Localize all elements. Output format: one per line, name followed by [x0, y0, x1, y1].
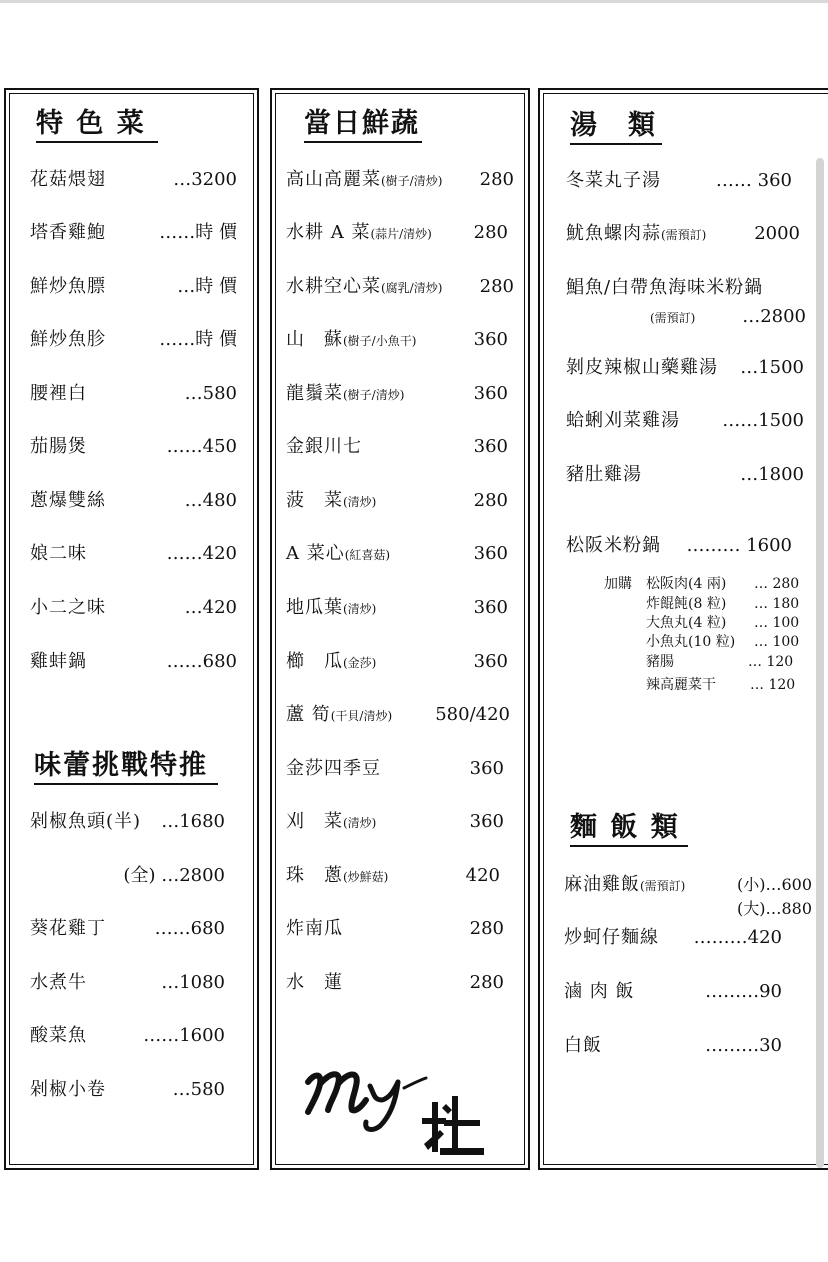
item-price: ………30	[705, 1035, 782, 1056]
addon-name: 辣高麗菜干	[646, 677, 716, 693]
addon-name: 豬腸	[646, 654, 674, 670]
item-price: 360	[473, 597, 508, 618]
item-price: (大)…880	[736, 899, 812, 918]
item-name: 酸菜魚	[30, 1025, 87, 1046]
item-name: 腰裡白	[30, 383, 87, 404]
menu-item	[6, 381, 257, 407]
item-name: 麻油雞飯(需預訂)	[564, 874, 686, 895]
item-price: …1680	[161, 811, 225, 832]
menu-item	[540, 1033, 828, 1059]
addon-price: … 180	[754, 596, 800, 612]
item-name: 雞蚌鍋	[30, 651, 87, 672]
item-name: 白飯	[564, 1035, 602, 1056]
item-price: (小)…600	[736, 875, 812, 894]
addon-name: 松阪肉(4 兩)	[646, 576, 727, 592]
item-price: 280	[469, 972, 504, 993]
section-title-rice: 麵 飯 類	[570, 812, 688, 847]
menu-item	[272, 756, 528, 782]
item-name: 娘二味	[30, 543, 87, 564]
item-price: 360	[473, 383, 508, 404]
item-price: …1500	[740, 357, 804, 378]
item-name: 鮮炒魚胗	[30, 329, 106, 350]
item-price: 360	[473, 543, 508, 564]
item-price: …580	[184, 383, 237, 404]
menu-item	[272, 220, 528, 246]
section-title-challenge: 味蕾挑戰特推	[34, 750, 218, 785]
menu-item	[540, 979, 828, 1005]
item-name: 魷魚螺肉蒜(需預訂)	[566, 223, 707, 244]
menu-item	[6, 1023, 257, 1049]
addon-name: 大魚丸(4 粒)	[646, 615, 727, 631]
item-price: …1800	[740, 464, 804, 485]
item-name: 山 蘇(樹子/小魚干)	[286, 329, 417, 350]
item-note: (需預訂)	[650, 311, 696, 325]
item-price: ……時 價	[159, 329, 237, 350]
item-name: 高山高麗菜(樹子/清炒)	[286, 169, 443, 190]
item-name: 葵花雞丁	[30, 918, 106, 939]
item-name: 金銀川七	[286, 436, 362, 457]
addon-name: 炸餛飩(8 粒)	[646, 596, 727, 612]
item-price: ……… 1600	[686, 535, 792, 556]
item-name: 菠 菜(清炒)	[286, 490, 377, 511]
item-price: …420	[184, 597, 237, 618]
addon-price: … 280	[754, 576, 800, 592]
item-price: ……680	[166, 651, 237, 672]
menu-item	[540, 168, 828, 194]
scrollbar[interactable]	[816, 158, 824, 1168]
section-title-vegetables: 當日鮮蔬	[304, 108, 422, 143]
menu-item	[272, 167, 528, 193]
item-price: ……680	[154, 918, 225, 939]
item-price: ……420	[166, 543, 237, 564]
addon-price: … 100	[754, 634, 800, 650]
item-name: 水 蓮	[286, 972, 343, 993]
menu-item	[6, 220, 257, 246]
menu-item	[540, 533, 828, 559]
item-name: 炒蚵仔麵線	[564, 927, 659, 948]
item-price: ……1500	[722, 410, 804, 431]
addon-price: … 120	[750, 677, 796, 693]
menu-item	[272, 434, 528, 460]
item-name: 櫛 瓜(金莎)	[286, 651, 377, 672]
soups-rice-panel	[538, 88, 828, 1170]
item-price: 280	[469, 918, 504, 939]
menu-item	[6, 434, 257, 460]
item-name: 水耕空心菜(腐乳/清炒)	[286, 276, 443, 297]
item-name: 豬肚雞湯	[566, 464, 642, 485]
item-price: 360	[473, 436, 508, 457]
menu-item	[6, 488, 257, 514]
section-title-specialty: 特 色 菜	[36, 108, 158, 143]
menu-item	[272, 702, 528, 728]
addon-name: 小魚丸(10 粒)	[646, 634, 736, 650]
item-price: …時 價	[177, 276, 237, 297]
item-price: 280	[479, 276, 514, 297]
item-price: 360	[469, 811, 504, 832]
item-name: 剁椒小卷	[30, 1079, 106, 1100]
item-name: 蔥爆雙絲	[30, 490, 106, 511]
item-price: …580	[172, 1079, 225, 1100]
menu-item	[6, 970, 257, 996]
item-price: …… 360	[715, 170, 792, 191]
item-name: 地瓜葉(清炒)	[286, 597, 377, 618]
addon-price: … 100	[754, 615, 800, 631]
item-price: ……450	[166, 436, 237, 457]
menu-item	[272, 863, 528, 889]
item-name: 花菇煨翅	[30, 169, 106, 190]
item-price: 2000	[754, 223, 800, 244]
item-name: 珠 蔥(炒鮮菇)	[286, 865, 389, 886]
item-price: ………420	[693, 927, 782, 948]
addon-label: 加購	[604, 576, 632, 592]
menu-item	[6, 167, 257, 193]
menu-item	[272, 274, 528, 300]
menu-item	[540, 896, 828, 922]
item-name: 水煮牛	[30, 972, 87, 993]
menu-item	[6, 916, 257, 942]
menu-item	[272, 970, 528, 996]
menu-item	[272, 916, 528, 942]
item-price: 280	[479, 169, 514, 190]
item-name: 滷 肉 飯	[564, 981, 635, 1002]
item-name: 鯧魚/白帶魚海味米粉鍋	[566, 277, 764, 298]
item-name: 炸南瓜	[286, 918, 343, 939]
menu-item	[540, 872, 828, 898]
item-name: 蘆 筍(干貝/清炒)	[286, 704, 393, 725]
item-name: 小二之味	[30, 597, 106, 618]
item-price: …2800	[742, 306, 806, 327]
menu-item	[6, 649, 257, 675]
menu-item	[540, 925, 828, 951]
item-name: 塔香雞鮑	[30, 222, 106, 243]
menu-item	[272, 595, 528, 621]
item-name: 蛤蜊刈菜雞湯	[566, 410, 680, 431]
menu-item	[6, 595, 257, 621]
item-price: 360	[469, 758, 504, 779]
top-divider	[0, 0, 828, 3]
item-price: 280	[473, 490, 508, 511]
menu-item	[272, 649, 528, 675]
menu-item	[6, 1077, 257, 1103]
menu-item	[6, 863, 257, 889]
item-name: 刈 菜(清炒)	[286, 811, 377, 832]
item-name: 茄腸煲	[30, 436, 87, 457]
menu-item	[6, 541, 257, 567]
item-name: 水耕 A 菜(蒜片/清炒)	[286, 222, 432, 243]
menu-item	[540, 275, 828, 301]
item-price: …1080	[161, 972, 225, 993]
menu-item	[272, 488, 528, 514]
item-name: 剝皮辣椒山藥雞湯	[566, 357, 718, 378]
menu-item	[272, 381, 528, 407]
addon-price: … 120	[748, 654, 794, 670]
item-name: 金莎四季豆	[286, 758, 381, 779]
menu-item	[540, 408, 828, 434]
specialty-panel	[4, 88, 259, 1170]
menu-item	[6, 274, 257, 300]
menu-item	[540, 304, 828, 330]
menu-item	[6, 809, 257, 835]
vegetables-panel	[270, 88, 530, 1170]
menu-item	[272, 809, 528, 835]
item-name: 鮮炒魚膘	[30, 276, 106, 297]
item-price: 280	[473, 222, 508, 243]
item-price: 360	[473, 651, 508, 672]
section-title-soups: 湯 類	[570, 110, 662, 145]
menu-item	[540, 355, 828, 381]
menu-item	[272, 327, 528, 353]
item-name: 剁椒魚頭(半)	[30, 811, 142, 832]
item-name: 冬菜丸子湯	[566, 170, 661, 191]
item-name: 松阪米粉鍋	[566, 535, 661, 556]
item-price: ……時 價	[159, 222, 237, 243]
item-price: ………90	[705, 981, 782, 1002]
item-name: A 菜心(紅喜菇)	[286, 543, 391, 564]
my-zao-logo	[300, 1060, 490, 1170]
menu-item	[6, 327, 257, 353]
item-price: 580/420	[435, 704, 510, 725]
item-price: …480	[184, 490, 237, 511]
menu-item	[540, 462, 828, 488]
menu-item	[272, 541, 528, 567]
menu-item	[540, 221, 828, 247]
item-price: 420	[465, 865, 500, 886]
item-price: 360	[473, 329, 508, 350]
item-price: …3200	[173, 169, 237, 190]
item-price: (全) …2800	[123, 865, 225, 886]
item-price: ……1600	[143, 1025, 225, 1046]
item-name: 龍鬚菜(樹子/清炒)	[286, 383, 405, 404]
